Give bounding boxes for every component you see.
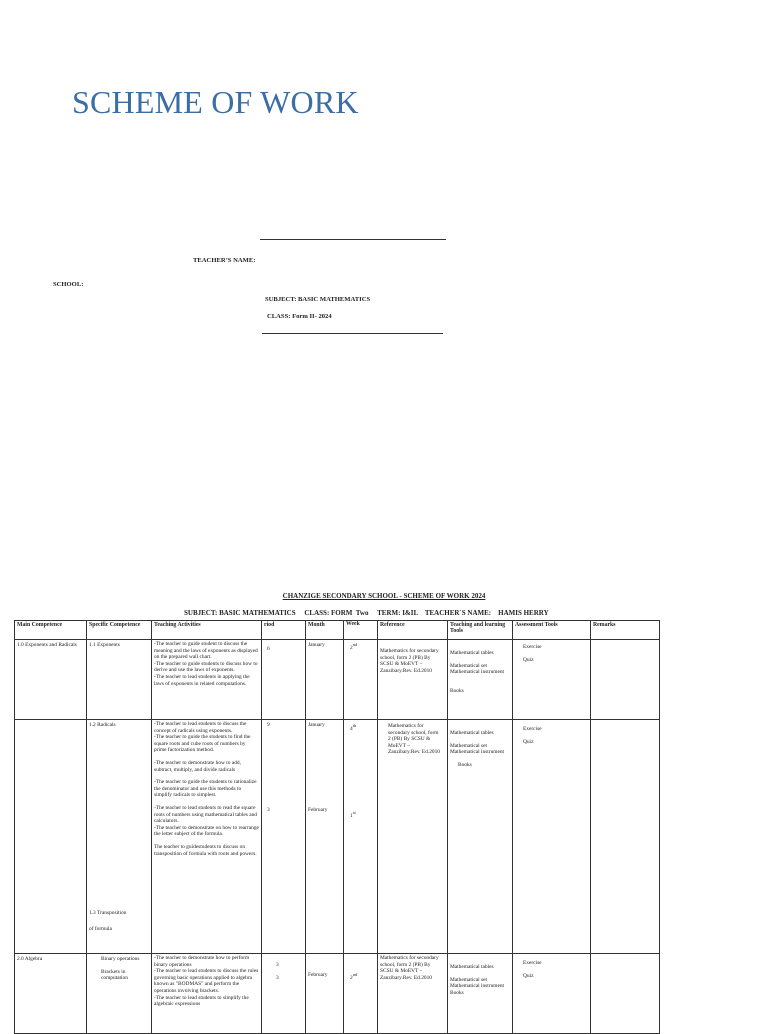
period-value: 3 (276, 962, 279, 968)
tool: Books (458, 761, 472, 768)
specific-competence (87, 720, 152, 954)
teaching-activities (152, 720, 262, 954)
table-row (15, 954, 660, 1034)
week-suffix: st (352, 810, 356, 816)
activity: -The teacher to lead students to discuss the concept of radicals using exponents. (154, 721, 247, 734)
assessment: Exercise (523, 960, 542, 966)
teaching-tools (448, 954, 513, 1034)
tool: Books (450, 687, 464, 694)
class-label: CLASS: Form II- 2024 (267, 313, 332, 320)
period-value: 3 (267, 806, 270, 813)
tool: Mathematical tables (450, 650, 494, 656)
tool: Mathematical instrument (450, 749, 505, 756)
header-month: Month (306, 621, 344, 640)
month-value: February (308, 806, 328, 813)
week-number: 2 (350, 644, 353, 651)
assessment: Quiz (523, 738, 534, 745)
activity: -The teacher to lead students to simplify the algebraic expressions (154, 994, 249, 1008)
subject-label: SUBJECT: BASIC MATHEMATICS (265, 296, 371, 303)
specific-competence: 1.1 Exponents (87, 640, 152, 720)
teaching-activities (152, 954, 262, 1034)
specific-competence-item: Brackets in computation (101, 968, 128, 982)
assessment-tools (513, 640, 591, 720)
activity: -The teacher to demonstrate how to perform binary operations (154, 955, 250, 968)
reference: Mathematics for secondary school, form 2 (PB) By SCSU & MoEVT – Zanzibary.Rev. Ed.2010 (378, 720, 448, 954)
remarks (591, 640, 660, 720)
month-value: January (308, 722, 325, 728)
activity: -The teacher to lead students to read the square roots of numbers using mathematical tables and calculators. (154, 804, 257, 825)
teacher-name-line (260, 239, 446, 240)
header-teaching-activities: Teaching Activities (152, 621, 262, 640)
cover-title: SCHEME OF WORK (72, 84, 359, 120)
week-number: 1 (350, 813, 353, 820)
activity: -The teacher to demonstrate how to add, subtract, multiply, and divide radicals (154, 759, 241, 773)
header-period: riod (262, 621, 306, 640)
activity: -The teacher to demonstrate on how to rearrange the letter subject of the formula. (154, 824, 259, 838)
specific-competence (87, 954, 152, 1034)
class-line (262, 333, 443, 334)
table-row (15, 720, 660, 954)
specific-competence-item: 1.3 Transposition (89, 909, 127, 916)
scheme-title: CHANZIGE SECONDARY SCHOOL - SCHEME OF WORK 2024 (282, 592, 486, 600)
teacher-name-label: TEACHER’S NAME: (193, 257, 256, 264)
header-reference: Reference (378, 621, 448, 640)
scheme-table (14, 620, 660, 1034)
activity: The teacher to guidestudents to discuss on transposition of formula with roots and powers. (154, 843, 257, 857)
week-number: 2 (350, 974, 353, 981)
week (344, 720, 378, 954)
month (306, 720, 344, 954)
tool: Mathematical tables (450, 964, 494, 970)
period (262, 720, 306, 954)
tool: Mathematical set (450, 742, 487, 749)
period: 6 (262, 640, 306, 720)
header-remarks: Remarks (591, 621, 660, 640)
week-number: 4 (350, 725, 353, 732)
activity: -The teacher to guide student to discuss the meaning and the laws of exponents as displayed on the prepared wall chart. (154, 641, 258, 661)
month: February (306, 954, 344, 1034)
tool: Books (450, 989, 464, 996)
table-header-row (15, 621, 660, 640)
remarks (591, 954, 660, 1034)
main-competence (15, 720, 87, 954)
tool: Mathematical instrument (450, 669, 505, 676)
week-suffix: nd (352, 642, 358, 647)
activity: -The teacher to guide students to discuss how to derive and use the laws of exponents. (154, 660, 258, 674)
assessment-tools (513, 954, 591, 1034)
period-value: 9 (267, 722, 270, 728)
school-label: SCHOOL: (53, 281, 84, 288)
week (344, 954, 378, 1034)
reference: Mathematics for secondary school, form 2 (PB) By SCSU & MoEVT – Zanzibary.Rev. Ed.2010 (378, 954, 448, 1034)
period-value: 3 (276, 974, 279, 981)
table-row (15, 640, 660, 720)
assessment: Exercise (523, 726, 542, 732)
specific-competence-item: 1.2 Radicals (89, 722, 116, 728)
header-main-competence: Main Competence (15, 621, 87, 640)
tool: Mathematical instrument (450, 983, 505, 990)
main-competence: 1.0 Exponents and Radicals (15, 640, 87, 720)
week-value (350, 810, 375, 819)
assessment: Quiz (523, 972, 534, 979)
activity: -The teacher to guide the students to rationalize the denominator and use this methods to simplify radicals to simplest. (154, 779, 257, 799)
tool: Mathematical set (450, 976, 487, 983)
month: January (306, 640, 344, 720)
week-suffix: th (352, 723, 357, 728)
activity: -The teacher to lead students to discuss the rules governing basic operations applied to algebra known as "BODMAS" and perform the operations involving brackets. (154, 968, 259, 994)
activity: -The teacher to lead students in applying the laws of exponents in related computations. (154, 673, 250, 687)
teaching-tools (448, 640, 513, 720)
tool: Mathematical tables (450, 730, 494, 736)
reference: Mathematics for secondary school, form 2 (PB) By SCSU & MoEVT – Zanzibary.Rev. Ed.2010 (378, 640, 448, 720)
scheme-subheading: SUBJECT: BASIC MATHEMATICS CLASS: FORM Two TERM: I&II. TEACHER`S NAME: HAMIS HERRY (184, 609, 549, 617)
assessment: Quiz (523, 656, 534, 663)
week (344, 640, 378, 720)
header-tools: Teaching and learning Tools (448, 621, 513, 640)
week-value (350, 723, 375, 732)
teaching-tools (448, 720, 513, 954)
assessment: Exercise (523, 644, 542, 650)
assessment-tools (513, 720, 591, 954)
header-assessment: Assessment Tools (513, 621, 591, 640)
week-suffix: nd (352, 972, 358, 977)
header-week: Week (344, 621, 378, 640)
specific-competence-item: of formula (89, 926, 112, 933)
teaching-activities (152, 640, 262, 720)
activity: -The teacher to guide the students to find the square roots and cube roots of numbers by prime factorization method. (154, 734, 251, 754)
period (262, 954, 306, 1034)
specific-competence-item: Binary operations (101, 956, 140, 962)
header-specific-competence: Specific Competence (87, 621, 152, 640)
remarks (591, 720, 660, 954)
tool: Mathematical set (450, 662, 487, 669)
main-competence: 2.0 Algebra (15, 954, 87, 1034)
